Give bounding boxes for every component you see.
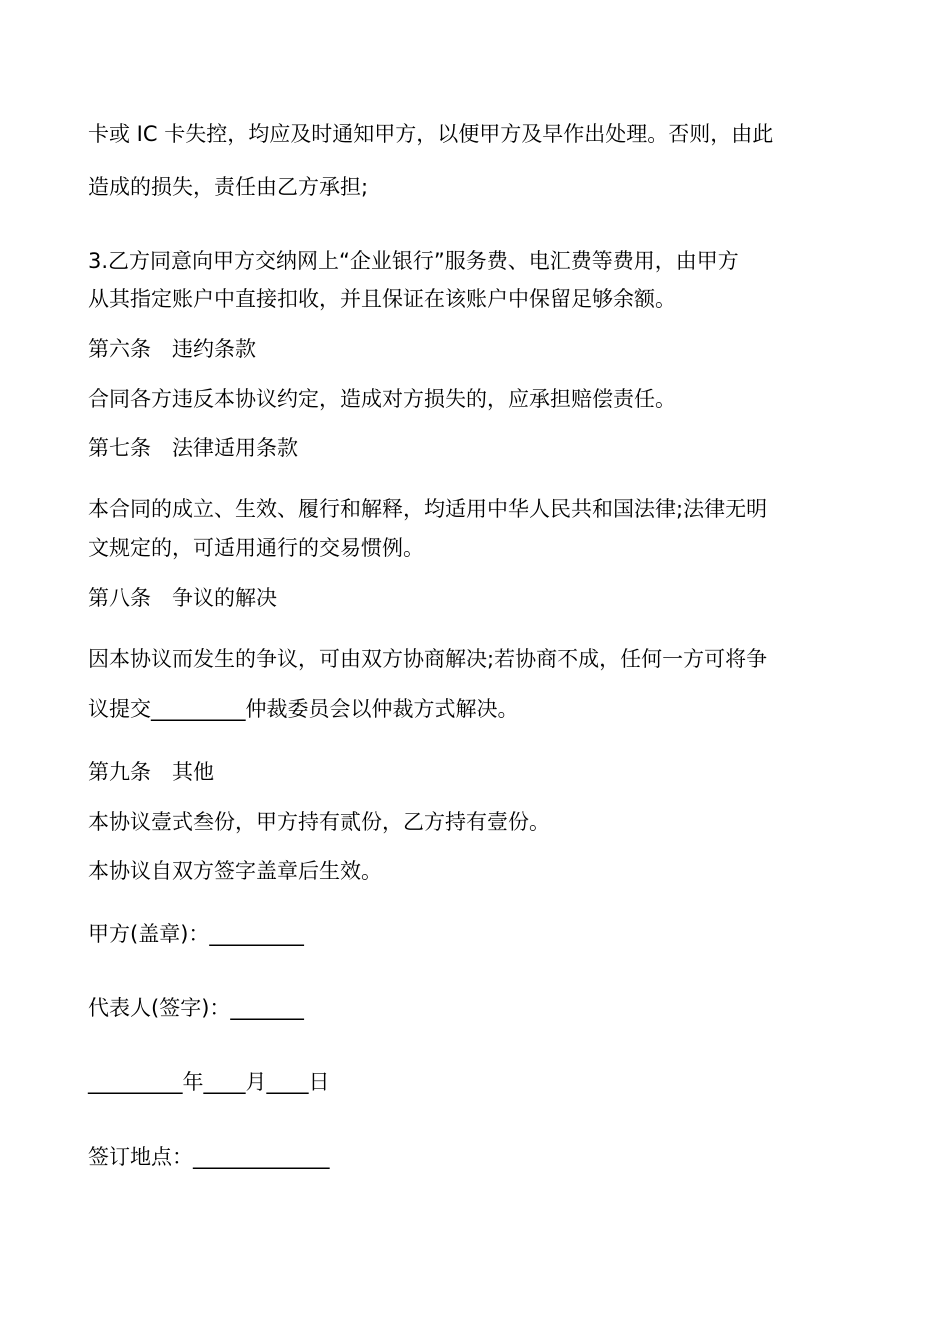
- paragraph-line: 议提交_________仲裁委员会以仲裁方式解决。: [88, 697, 519, 721]
- paragraph-line: 合同各方违反本协议约定，造成对方损失的，应承担赔偿责任。: [88, 387, 676, 411]
- section-heading-8: 第八条 争议的解决: [88, 586, 277, 610]
- paragraph-line: 文规定的，可适用通行的交易惯例。: [88, 536, 424, 560]
- party-a-seal-line: 甲方(盖章)：_________: [88, 922, 304, 946]
- representative-signature-line: 代表人(签字)：_______: [88, 996, 304, 1020]
- paragraph-line: 本协议自双方签字盖章后生效。: [88, 859, 382, 883]
- paragraph-line: 从其指定账户中直接扣收，并且保证在该账户中保留足够余额。: [88, 287, 676, 311]
- paragraph-line: 因本协议而发生的争议，可由双方协商解决;若协商不成，任何一方可将争: [88, 647, 768, 671]
- section-heading-7: 第七条 法律适用条款: [88, 436, 298, 460]
- paragraph-line: 3.乙方同意向甲方交纳网上“企业银行”服务费、电汇费等费用，由甲方: [88, 249, 739, 273]
- section-heading-6: 第六条 违约条款: [88, 337, 256, 361]
- paragraph-line: 卡或 IC 卡失控，均应及时通知甲方，以便甲方及早作出处理。否则，由此: [88, 122, 774, 146]
- paragraph-line: 造成的损失，责任由乙方承担;: [88, 175, 369, 199]
- signing-place-line: 签订地点：_____________: [88, 1145, 330, 1169]
- paragraph-line: 本协议壹式叁份，甲方持有贰份，乙方持有壹份。: [88, 810, 550, 834]
- paragraph-line: 本合同的成立、生效、履行和解释，均适用中华人民共和国法律;法律无明: [88, 497, 768, 521]
- date-line: _________年____月____日: [88, 1070, 330, 1094]
- section-heading-9: 第九条 其他: [88, 760, 214, 784]
